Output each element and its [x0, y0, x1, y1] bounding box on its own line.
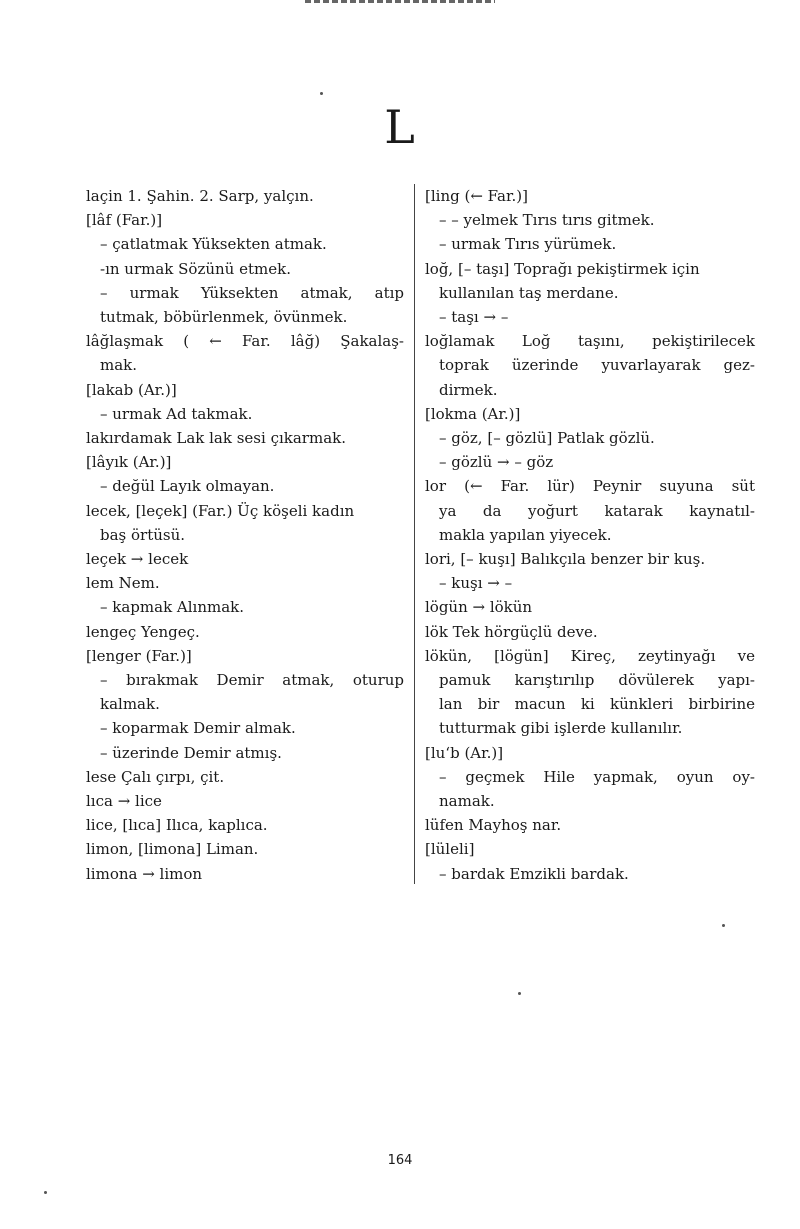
entry-line: – değül Layık olmayan.	[100, 477, 275, 496]
entry-line: limon, [limona] Liman.	[86, 840, 259, 859]
entry-line: [lâf (Far.)]	[86, 211, 163, 230]
entry-line: – göz, [– gözlü] Patlak gözlü.	[439, 429, 655, 448]
entry-line: lök Tek hörgüçlü deve.	[425, 622, 598, 641]
print-speck	[518, 992, 521, 995]
entry-line: ya da yoğurt katarak kaynatıl-	[439, 501, 755, 520]
entry-line: [lokma (Ar.)]	[425, 404, 521, 423]
entry-line: – urmak Tırıs yürümek.	[439, 235, 617, 254]
entry-line: lüfen Mayhoş nar.	[425, 816, 562, 835]
entry-line: – kapmak Alınmak.	[100, 598, 245, 617]
entry-line: loğ, [– taşı] Toprağı pekiştirmek için	[425, 259, 700, 278]
entry-line: [lâyık (Ar.)]	[86, 453, 172, 472]
entry-line: – çatlatmak Yüksekten atmak.	[100, 235, 327, 254]
entry-line: tutturmak gibi işlerde kullanılır.	[439, 719, 683, 738]
page-number: 164	[387, 1153, 413, 1168]
entry-line: – urmak Yüksekten atmak, atıp	[100, 283, 404, 302]
entry-line: baş örtüsü.	[100, 525, 186, 544]
top-edge-mark	[305, 0, 495, 3]
entry-line: dirmek.	[439, 380, 498, 399]
entry-line: – gözlü → – göz	[439, 453, 554, 472]
entry-line: [lakab (Ar.)]	[86, 380, 177, 399]
entry-line: leçek → lecek	[86, 550, 189, 569]
entry-line: loğlamak Loğ taşını, pekiştirilecek	[425, 332, 755, 351]
entry-line: lem Nem.	[86, 574, 160, 593]
entry-line: – urmak Ad takmak.	[100, 404, 253, 423]
entry-line: lakırdamak Lak lak sesi çıkarmak.	[86, 429, 346, 448]
entry-line: – bırakmak Demir atmak, oturup	[100, 671, 404, 690]
entry-line: namak.	[439, 792, 495, 811]
entry-line: lökün, [lögün] Kireç, zeytinyağı ve	[425, 646, 755, 665]
entry-line: lıca → lice	[86, 792, 162, 811]
entry-line: pamuk karıştırılıp dövülerek yapı-	[439, 671, 755, 690]
entry-line: – – yelmek Tırıs tırıs gitmek.	[439, 211, 655, 230]
entry-line: laçin 1. Şahin. 2. Sarp, yalçın.	[86, 187, 314, 205]
entry-line: – koparmak Demir almak.	[100, 719, 296, 738]
entry-line: makla yapılan yiyecek.	[439, 525, 612, 544]
entry-line: [ling (← Far.)]	[425, 187, 528, 205]
entry-line: – taşı → –	[439, 308, 509, 327]
entry-line: [lüleli]	[425, 840, 475, 859]
entry-line: tutmak, böbürlenmek, övünmek.	[100, 308, 348, 327]
entry-line: – kuşı → –	[439, 574, 513, 593]
print-speck	[44, 1191, 47, 1194]
entry-line: [lu‘b (Ar.)]	[425, 743, 504, 762]
entry-line: – bardak Emzikli bardak.	[439, 864, 629, 883]
right-column	[425, 184, 755, 886]
column-divider	[414, 184, 415, 884]
entry-line: lan bir macun ki künkleri birbirine	[439, 695, 755, 714]
entry-line: kullanılan taş merdane.	[439, 283, 619, 302]
entry-line: lengeç Yengeç.	[86, 622, 200, 641]
entry-line: lecek, [leçek] (Far.) Üç köşeli kadın	[86, 501, 355, 520]
entry-line: lice, [lıca] Ilıca, kaplıca.	[86, 816, 268, 835]
entry-line: mak.	[100, 356, 138, 375]
entry-line: – geçmek Hile yapmak, oyun oy-	[439, 767, 755, 786]
entry-line: -ın urmak Sözünü etmek.	[100, 259, 291, 278]
entry-line: kalmak.	[100, 695, 160, 714]
entry-line: lori, [– kuşı] Balıkçıla benzer bir kuş.	[425, 550, 706, 569]
section-letter: L	[384, 100, 416, 154]
print-speck	[320, 92, 323, 95]
left-column	[86, 184, 404, 886]
entry-line: lor (← Far. lür) Peynir suyuna süt	[425, 477, 755, 496]
entry-line: toprak üzerinde yuvarlayarak gez-	[439, 356, 755, 375]
print-speck	[722, 924, 725, 927]
entry-line: lese Çalı çırpı, çit.	[86, 767, 225, 786]
entry-line: lögün → lökün	[425, 598, 533, 617]
entry-line: [lenger (Far.)]	[86, 646, 192, 665]
entry-line: limona → limon	[86, 864, 203, 883]
entry-line: – üzerinde Demir atmış.	[100, 743, 282, 762]
entry-line: lâğlaşmak ( ← Far. lâğ) Şakalaş-	[86, 332, 404, 351]
